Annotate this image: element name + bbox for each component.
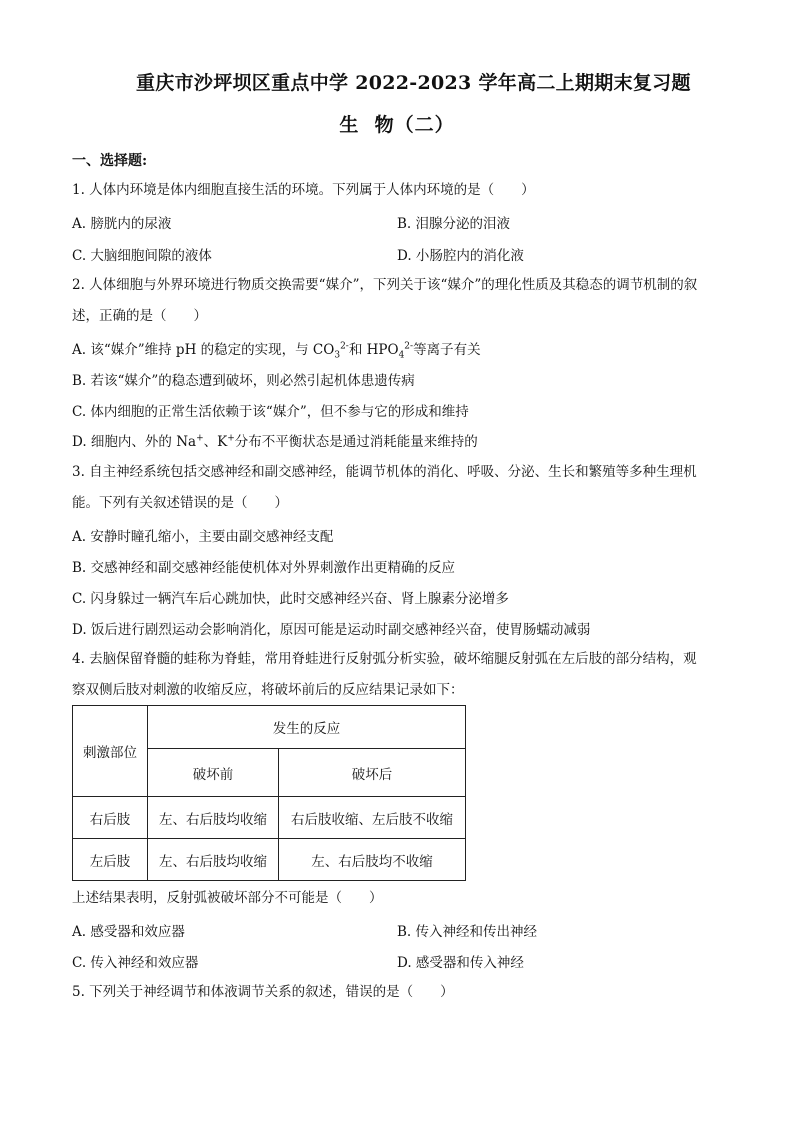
q4-option-c: C. 传入神经和效应器 — [72, 955, 199, 971]
q3-stem-line1: 3. 自主神经系统包括交感神经和副交感神经，能调节机体的消化、呼吸、分泌、生长和繁殖等多种生理机 — [72, 464, 697, 480]
section-heading: 一、选择题: — [72, 153, 148, 169]
q1-stem: 1. 人体内环境是体内细胞直接生活的环境。下列属于人体内环境的是（ ） — [72, 182, 535, 198]
q2-option-d: D. 细胞内、外的 Na+、K+分布不平衡状态是通过消耗能量来维持的 — [72, 433, 478, 450]
header-response: 发生的反应 — [148, 706, 466, 749]
q2-stem-line1: 2. 人体细胞与外界环境进行物质交换需要“媒介”，下列关于该“媒介”的理化性质及其稳态的调节机制的叙 — [72, 277, 698, 293]
results-table — [72, 705, 466, 881]
q1-option-c: C. 大脑细胞间隙的液体 — [72, 248, 212, 264]
q2-stem-line2: 述，正确的是（ ） — [72, 308, 207, 324]
q4-stem-line2: 察双侧后肢对刺激的收缩反应，将破坏前后的反应结果记录如下： — [72, 682, 464, 698]
q4-option-d: D. 感受器和传入神经 — [397, 955, 524, 971]
header-before: 破坏前 — [148, 749, 279, 797]
q2-option-b: B. 若该“媒介”的稳态遭到破坏，则必然引起机体患遗传病 — [72, 373, 415, 389]
table-row — [73, 797, 466, 839]
q5-stem: 5. 下列关于神经调节和体液调节关系的叙述，错误的是（ ） — [72, 984, 454, 1000]
q2-option-a: A. 该“媒介”维持 pH 的稳定的实现，与 $CO_3^{2-}$和 $HPO_4^{2-}$等离子有关 — [72, 341, 481, 361]
header-stimulus-site: 刺激部位 — [73, 706, 148, 797]
q1-option-d: D. 小肠腔内的消化液 — [397, 248, 524, 264]
q3-option-d: D. 饭后进行剧烈运动会影响消化，原因可能是运动时副交感神经兴奋，使胃肠蠕动减弱 — [72, 622, 591, 638]
q3-option-c: C. 闪身躲过一辆汽车后心跳加快，此时交感神经兴奋、肾上腺素分泌增多 — [72, 591, 509, 607]
row-after: 左、右后肢均不收缩 — [279, 839, 466, 881]
header-after: 破坏后 — [279, 749, 466, 797]
q1-option-a: A. 膀胱内的尿液 — [72, 216, 172, 232]
table-row — [73, 839, 466, 881]
q4-option-a: A. 感受器和效应器 — [72, 924, 185, 940]
row-before: 左、右后肢均收缩 — [148, 839, 279, 881]
row-site: 右后肢 — [73, 797, 148, 839]
q4-follow-line: 上述结果表明，反射弧被破坏部分不可能是（ ） — [72, 890, 383, 906]
q2-option-c: C. 体内细胞的正常生活依赖于该“媒介”，但不参与它的形成和维持 — [72, 404, 469, 420]
row-before: 左、右后肢均收缩 — [148, 797, 279, 839]
q4-stem-line1: 4. 去脑保留脊髓的蛙称为脊蛙，常用脊蛙进行反射弧分析实验，破坏缩腿反射弧在左后肢的部分结构，观 — [72, 651, 697, 667]
q3-option-b: B. 交感神经和副交感神经能使机体对外界刺激作出更精确的反应 — [72, 560, 456, 576]
exam-subtitle: 生 物（二） — [339, 114, 455, 136]
exam-title: 重庆市沙坪坝区重点中学 2022-2023 学年高二上期期末复习题 — [136, 72, 691, 94]
q4-option-b: B. 传入神经和传出神经 — [397, 924, 538, 940]
row-site: 左后肢 — [73, 839, 148, 881]
q1-option-b: B. 泪腺分泌的泪液 — [397, 216, 511, 232]
row-after: 右后肢收缩、左后肢不收缩 — [279, 797, 466, 839]
q3-option-a: A. 安静时瞳孔缩小，主要由副交感神经支配 — [72, 529, 334, 545]
q3-stem-line2: 能。下列有关叙述错误的是（ ） — [72, 495, 288, 511]
